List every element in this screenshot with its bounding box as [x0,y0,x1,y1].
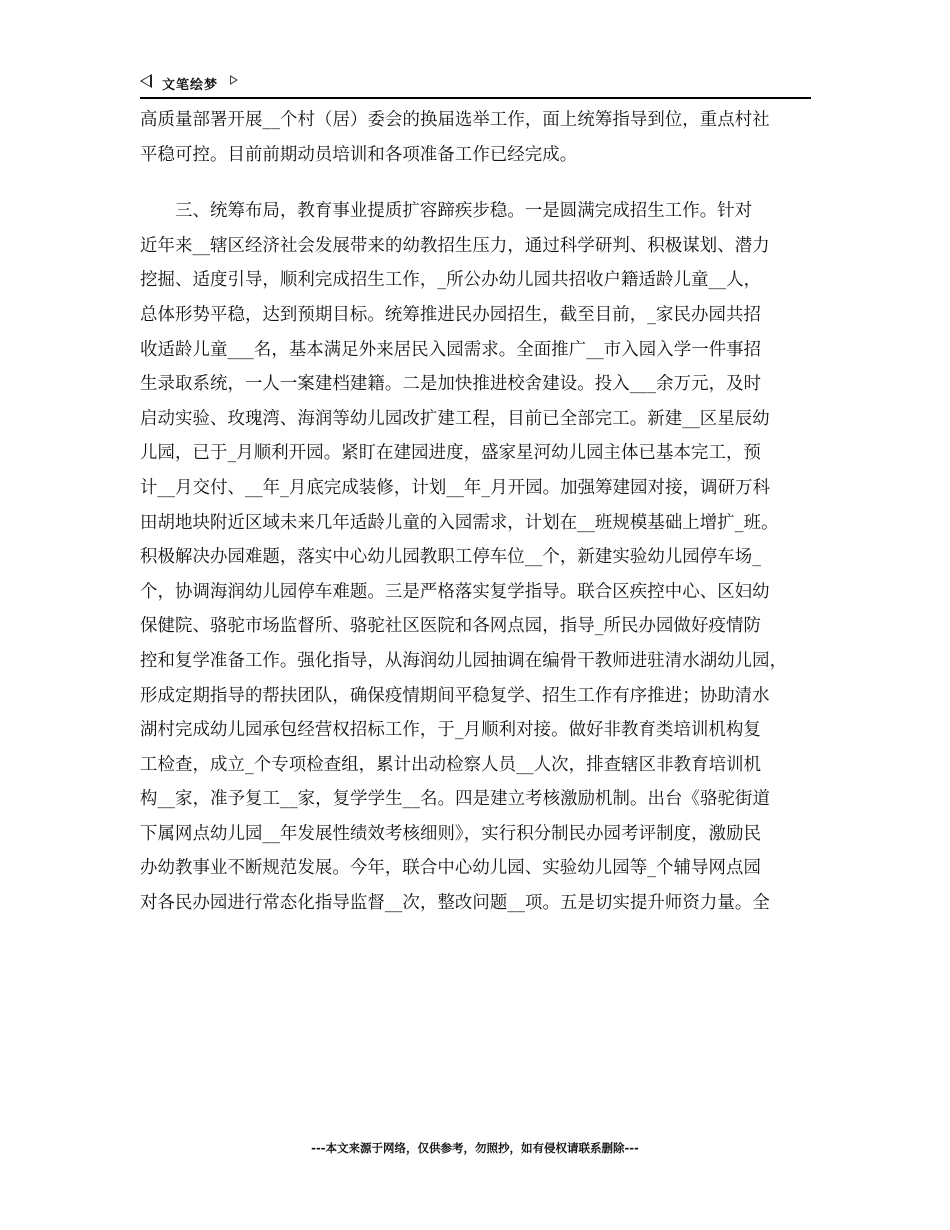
text-line: 积极解决办园难题，落实中心幼儿园教职工停车位__个，新建实验幼儿园停车场_ [140,547,762,568]
text-line: 形成定期指导的帮扶团队，确保疫情期间平稳复学、招生工作有序推进；协助清水 [140,685,770,706]
text-line: 办幼教事业不断规范发展。今年，联合中心幼儿园、实验幼儿园等_个辅导网点园 [140,858,761,879]
text-line: 湖村完成幼儿园承包经营权招标工作，于_月顺利对接。做好非教育类培训机构复 [140,720,761,741]
triangle-right-icon [230,75,238,85]
text-line: 近年来__辖区经济社会发展带来的幼教招生压力，通过科学研判、积极谋划、潜力 [140,235,770,256]
text-line: 对各民办园进行常态化指导监督__次，整改问题__项。五是切实提升师资力量。全 [140,893,770,914]
text-line: 挖掘、适度引导，顺利完成招生工作，_所公办幼儿园共招收户籍适龄儿童__人， [140,270,762,291]
triangle-left-icon [140,74,152,88]
document-body [140,103,812,921]
text-line: 生录取系统，一人一案建档建籍。二是加快推进校舍建设。投入___余万元，及时 [140,374,762,395]
text-line: 计__月交付、__年_月底完成装修，计划__年_月开园。加强筹建园对接，调研万科 [140,477,771,498]
page-header [140,70,810,96]
text-line: 儿园，已于_月顺利开园。紧盯在建园进度，盛家星河幼儿园主体已基本完工，预 [140,443,761,464]
text-line: 高质量部署开展__个村（居）委会的换届选举工作，面上统筹指导到位，重点村社 [140,110,770,130]
paragraph-gap [140,172,812,194]
text-line: 保健院、骆驼市场监督所、骆驼社区医院和各网点园，指导_所民办园做好疫情防 [140,616,761,637]
text-line: 启动实验、玫瑰湾、海润等幼儿园改扩建工程，目前已全部完工。新建__区星辰幼 [140,408,770,429]
text-line: 总体形势平稳，达到预期目标。统筹推进民办园招生，截至目前，_家民办园共招 [140,304,761,325]
text-line: 下属网点幼儿园__年发展性绩效考核细则》，实行积分制民办园考评制度，激励民 [140,823,762,844]
paragraph-2 [140,194,812,920]
paragraph-1 [140,103,812,172]
header-rule [140,97,811,99]
text-line: 个，协调海润幼儿园停车难题。三是严格落实复学指导。联合区疾控中心、区妇幼 [140,581,770,602]
text-line: 收适龄儿童___名，基本满足外来居民入园需求。全面推广__市入园入学一件事招 [140,339,762,360]
text-line: 控和复学准备工作。强化指导，从海润幼儿园抽调在编骨干教师进驻清水湖幼儿园， [140,650,788,671]
text-line: 构__家，准予复工__家，复学学生__名。四是建立考核激励机制。出台《骆驼街道 [140,789,770,810]
text-line: 田胡地块附近区域未来几年适龄儿童的入园需求，计划在__班规模基础上增扩_班。 [140,512,779,533]
text-line: 三、统筹布局，教育事业提质扩容蹄疾步稳。一是圆满完成招生工作。针对 [175,201,753,222]
footer-disclaimer: ---本文来源于网络，仅供参考，勿照抄，如有侵权请联系删除--- [311,1141,639,1155]
text-line: 平稳可控。目前前期动员培训和各项准备工作已经完成。 [140,144,578,165]
brand-name: 文笔绘梦 [162,78,219,93]
text-line: 工检查，成立_个专项检查组，累计出动检察人员__人次，排查辖区非教育培训机 [140,754,762,775]
